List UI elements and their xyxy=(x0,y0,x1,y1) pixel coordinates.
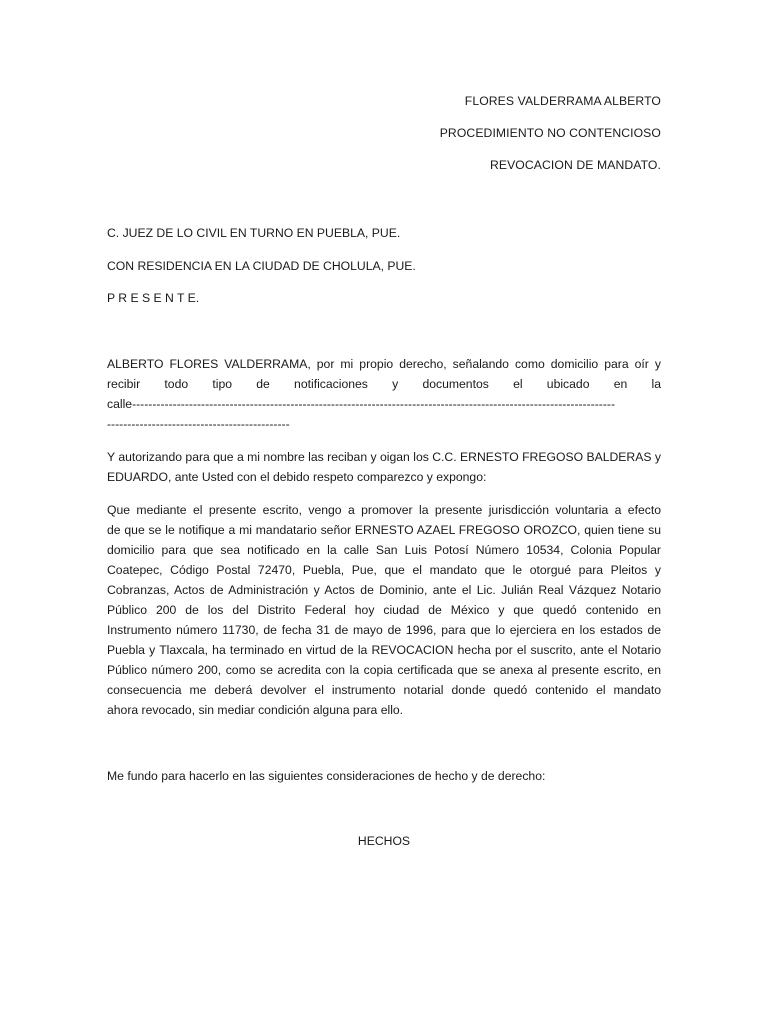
intro-line: --------------------------------------------- xyxy=(107,417,290,431)
basis-line: Me fundo para hacerlo en las siguientes consideraciones de hecho y de derecho: xyxy=(107,769,546,783)
addressee-present: P R E S E N T E. xyxy=(107,291,200,305)
header-procedure: PROCEDIMIENTO NO CONTENCIOSO xyxy=(439,126,661,140)
body-line: domicilio para que sea notificado en la calle San Luis Potosí Número 10534, Colonia Popular xyxy=(107,543,661,557)
authorization-line: Y autorizando para que a mi nombre las reciban y oigan los C.C. ERNESTO FREGOSO BALDERAS y xyxy=(107,450,661,464)
body-line: Puebla y Tlaxcala, ha terminado en virtud de la REVOCACION hecha por el suscrito, ante el Notario xyxy=(107,643,661,657)
addressee-judge: C. JUEZ DE LO CIVIL EN TURNO EN PUEBLA, PUE. xyxy=(107,226,401,240)
body-paragraph xyxy=(107,500,661,720)
body-line: Público 200 de los del Distrito Federal hoy ciudad de México y que quedó contenido en xyxy=(107,603,661,617)
intro-line: calle----------------------------------------------------------------------------------------------------------------------- xyxy=(107,397,616,411)
section-heading: HECHOS xyxy=(357,834,411,848)
authorization-paragraph xyxy=(107,447,661,487)
intro-paragraph xyxy=(107,354,661,434)
authorization-line: EDUARDO, ante Usted con el debido respeto comparezco y expongo: xyxy=(107,470,487,484)
body-line: Instrumento número 11730, de fecha 31 de mayo de 1996, para que lo ejerciera en los estados de xyxy=(107,623,661,637)
body-line: Cobranzas, Actos de Administración y Actos de Dominio, ante el Lic. Julián Real Vázquez Notario xyxy=(107,583,661,597)
header-name: FLORES VALDERRAMA ALBERTO xyxy=(464,94,661,108)
body-line: Coatepec, Código Postal 72470, Puebla, Pue, que el mandato que le otorgué para Pleitos y xyxy=(107,563,661,577)
body-line: Público número 200, como se acredita con la copia certificada que se anexa al presente escrito, en xyxy=(107,663,661,677)
body-line: Que mediante el presente escrito, vengo a promover la presente jurisdicción voluntaria a efecto xyxy=(107,503,661,517)
intro-line: ALBERTO FLORES VALDERRAMA, por mi propio derecho, señalando como domicilio para oír y xyxy=(107,357,661,371)
body-line: ahora revocado, sin mediar condición alguna para ello. xyxy=(107,703,404,717)
body-line: de que se le notifique a mi mandatario señor ERNESTO AZAEL FREGOSO OROZCO, quien tiene su xyxy=(107,523,661,537)
header-subject: REVOCACION DE MANDATO. xyxy=(489,158,661,172)
body-line: consecuencia me deberá devolver el instrumento notarial donde quedó contenido el mandato xyxy=(107,683,661,697)
addressee-residence: CON RESIDENCIA EN LA CIUDAD DE CHOLULA, PUE. xyxy=(107,259,416,273)
intro-line: recibir todo tipo de notificaciones y documentos el ubicado en la xyxy=(107,377,661,391)
